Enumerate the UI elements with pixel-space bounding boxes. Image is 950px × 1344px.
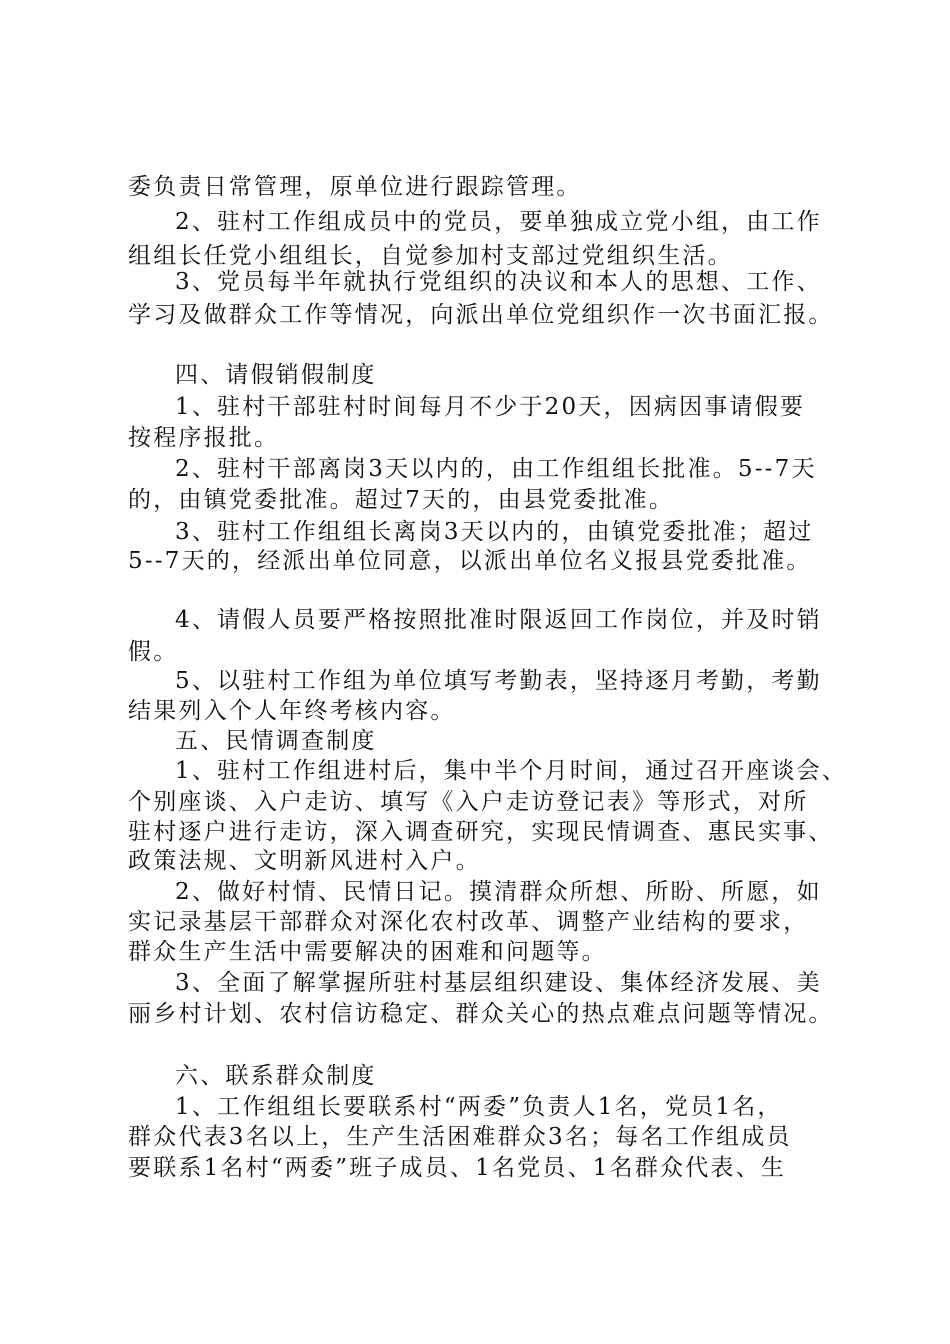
paragraph-line: 5--7天的，经派出单位同意，以派出单位名义报县党委批准。 xyxy=(128,548,812,574)
section-heading: 六、联系群众制度 xyxy=(175,1063,377,1089)
paragraph-line: 按程序报批。 xyxy=(128,425,280,451)
paragraph-line: 2、驻村干部离岗3天以内的，由工作组组长批准。5--7天 xyxy=(175,456,817,482)
paragraph-line: 5、以驻村工作组为单位填写考勤表，坚持逐月考勤，考勤 xyxy=(175,668,822,694)
paragraph-line: 3、党员每半年就执行党组织的决议和本人的思想、工作、 xyxy=(175,269,822,295)
paragraph-line: 结果列入个人年终考核内容。 xyxy=(128,698,456,724)
paragraph-line: 丽乡村计划、农村信访稳定、群众关心的热点难点问题等情况。 xyxy=(128,1001,834,1027)
section-heading: 五、民情调查制度 xyxy=(175,728,377,754)
paragraph-line: 政策法规、文明新风进村入户。 xyxy=(128,848,481,874)
paragraph-line: 群众生产生活中需要解决的困难和问题等。 xyxy=(128,939,607,965)
paragraph-line: 委负责日常管理，原单位进行跟踪管理。 xyxy=(128,174,582,200)
paragraph-line: 3、全面了解掌握所驻村基层组织建设、集体经济发展、美 xyxy=(175,970,822,996)
paragraph-line: 1、驻村工作组进村后，集中半个月时间，通过召开座谈会、 xyxy=(175,758,848,784)
paragraph-line: 2、驻村工作组成员中的党员，要单独成立党小组，由工作 xyxy=(175,209,822,235)
paragraph-line: 群众代表3名以上，生产生活困难群众3名；每名工作组成员 xyxy=(128,1124,792,1150)
paragraph-line: 1、工作组组长要联系村“两委”负责人1名，党员1名， xyxy=(175,1094,783,1120)
paragraph-line: 组组长任党小组组长，自觉参加村支部过党组织生活。 xyxy=(128,243,733,269)
paragraph-line: 实记录基层干部群众对深化农村改革、调整产业结构的要求， xyxy=(128,909,809,935)
paragraph-line: 1、驻村干部驻村时间每月不少于20天，因病因事请假要 xyxy=(175,394,806,420)
paragraph-line: 3、驻村工作组组长离岗3天以内的，由镇党委批准；超过 xyxy=(175,519,814,545)
paragraph-line: 要联系1名村“两委”班子成员、1名党员、1名群众代表、生 xyxy=(128,1155,787,1181)
paragraph-line: 假。 xyxy=(128,639,179,665)
paragraph-line: 的，由镇党委批准。超过7天的，由县党委批准。 xyxy=(128,487,675,513)
section-heading: 四、请假销假制度 xyxy=(175,362,377,388)
paragraph-line: 学习及做群众工作等情况，向派出单位党组织作一次书面汇报。 xyxy=(128,302,834,328)
paragraph-line: 2、做好村情、民情日记。摸清群众所想、所盼、所愿，如 xyxy=(175,879,822,905)
paragraph-line: 驻村逐户进行走访，深入调查研究，实现民情调查、惠民实事、 xyxy=(128,819,834,845)
paragraph-line: 4、请假人员要严格按照批准时限返回工作岗位，并及时销 xyxy=(175,607,822,633)
paragraph-line: 个别座谈、入户走访、填写《入户走访登记表》等形式，对所 xyxy=(128,789,809,815)
